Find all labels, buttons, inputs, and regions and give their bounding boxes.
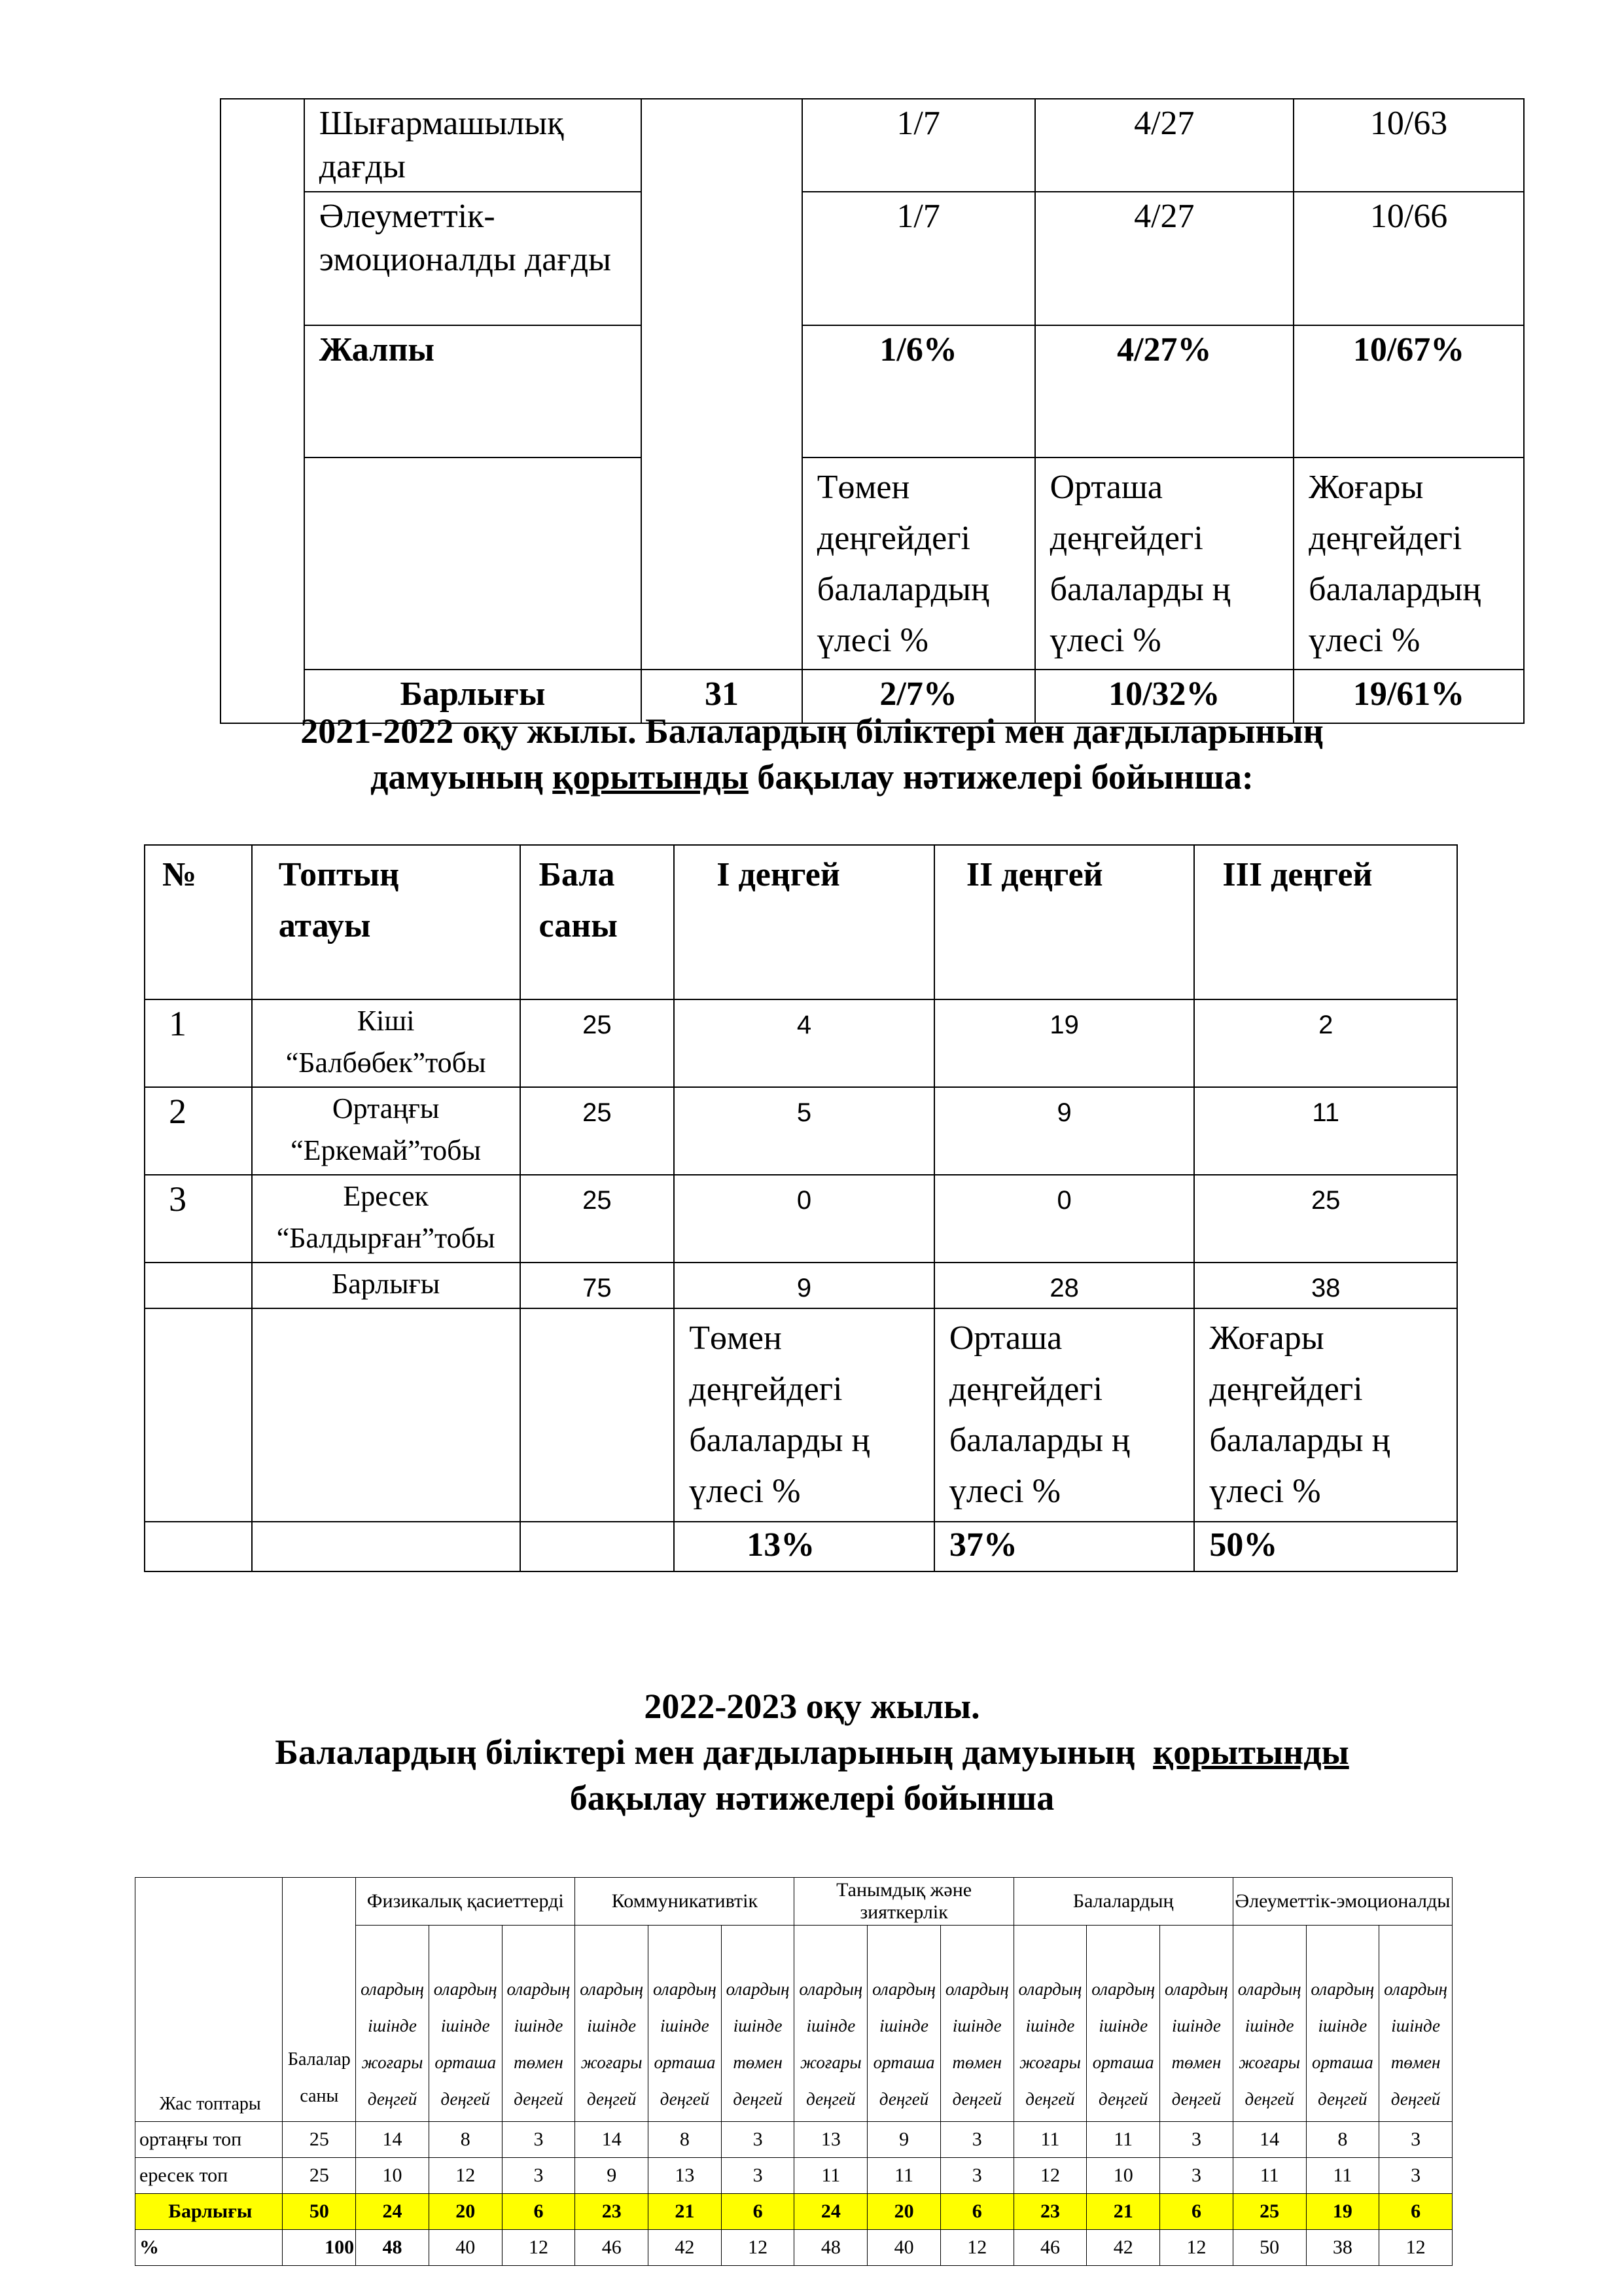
row-count: 100 (283, 2230, 356, 2266)
total-mid: 10/32% (1035, 670, 1294, 723)
row-number: 3 (145, 1175, 252, 1263)
group-name (252, 999, 520, 1087)
level-2-value: 9 (934, 1087, 1195, 1175)
row-count: 25 (283, 2122, 356, 2158)
header-level-3: ІІІ деңгей (1194, 845, 1457, 999)
header-age-groups: Жас топтары (135, 1878, 283, 2122)
row-value: 14 (1233, 2122, 1306, 2158)
high-value: 10/67% (1294, 325, 1524, 457)
empty-cell (145, 1308, 252, 1522)
results-table-2022 (135, 1877, 1453, 2266)
heading-underlined-text: қорытынды (552, 757, 749, 797)
heading-underlined-text: қорытынды (1153, 1732, 1349, 1772)
row-value: 10 (356, 2158, 429, 2194)
row-senior-group (135, 2158, 1453, 2194)
row-value: 3 (502, 2158, 575, 2194)
row-value: 12 (940, 2230, 1014, 2266)
heading-line (0, 754, 1624, 800)
child-count: 25 (520, 1175, 675, 1263)
row-value: 20 (868, 2194, 941, 2230)
heading-line: 2022-2023 оқу жылы. (644, 1687, 980, 1726)
total-count: 75 (520, 1263, 675, 1308)
row-value: 11 (1306, 2158, 1379, 2194)
row-value: 42 (648, 2230, 722, 2266)
level-1-value: 5 (674, 1087, 934, 1175)
header-level-1: І деңгей (674, 845, 934, 999)
level-3-value: 25 (1194, 1175, 1457, 1263)
low-level-label: Төмен деңгейдегі балалардың үлесі % (802, 457, 1035, 670)
row-value: 46 (575, 2230, 648, 2266)
skill-label: Шығармашылық дағды (304, 99, 642, 192)
heading-line: 2021-2022 оқу жылы. Балалардың біліктері мен дағдыларының (300, 711, 1324, 751)
section-communicative: Коммуникативтік (575, 1878, 794, 1926)
heading-text: бақылау нәтижелері бойынша: (748, 757, 1254, 797)
row-value: 12 (1379, 2230, 1453, 2266)
row-value: 21 (648, 2194, 722, 2230)
empty-cell (145, 1263, 252, 1308)
mid-value: 4/27 (1035, 99, 1294, 192)
results-table-top (220, 98, 1525, 724)
heading-line (0, 1729, 1624, 1775)
row-label: % (135, 2230, 283, 2266)
row-value: 23 (1014, 2194, 1087, 2230)
row-total (135, 2194, 1453, 2230)
subheader-low-level: олардың ішінде төмен деңгей (1160, 1926, 1233, 2122)
row-value: 11 (794, 2158, 868, 2194)
row-value: 8 (1306, 2122, 1379, 2158)
row-count: 50 (283, 2194, 356, 2230)
header-group-name: Топтың атауы (252, 845, 520, 999)
row-value: 48 (794, 2230, 868, 2266)
row-value: 12 (502, 2230, 575, 2266)
subheader-low-level: олардың ішінде төмен деңгей (1379, 1926, 1453, 2122)
subheader-high-level: олардың ішінде жоғары деңгей (575, 1926, 648, 2122)
row-value: 3 (1160, 2158, 1233, 2194)
group-title: “Балдырған”тобы (276, 1222, 495, 1254)
subheader-high-level: олардың ішінде жоғары деңгей (356, 1926, 429, 2122)
group-age: Кіші (357, 1005, 415, 1037)
total-label: Барлығы (252, 1263, 520, 1308)
row-value: 46 (1014, 2230, 1087, 2266)
row-value: 3 (940, 2158, 1014, 2194)
group-title: “Балбөбек”тобы (285, 1047, 486, 1079)
group-age: Ересек (343, 1180, 429, 1212)
level-3-value: 2 (1194, 999, 1457, 1087)
high-level-label: Жоғары деңгейдегі балаларды ң үлесі % (1194, 1308, 1457, 1522)
row-value: 3 (721, 2158, 794, 2194)
mid-level-label: Орташа деңгейдегі балаларды ң үлесі % (934, 1308, 1195, 1522)
subheader-low-level: олардың ішінде төмен деңгей (502, 1926, 575, 2122)
heading-line: бақылау нәтижелері бойынша (569, 1778, 1055, 1818)
row-label: ересек топ (135, 2158, 283, 2194)
row-value: 10 (1087, 2158, 1160, 2194)
header-child-count: Бала саны (520, 845, 675, 999)
level-1-value: 0 (674, 1175, 934, 1263)
subheader-mid-level: олардың ішінде орташа деңгей (1306, 1926, 1379, 2122)
row-value: 38 (1306, 2230, 1379, 2266)
row-value: 11 (868, 2158, 941, 2194)
row-value: 3 (502, 2122, 575, 2158)
row-value: 6 (1160, 2194, 1233, 2230)
empty-cell (304, 457, 642, 670)
subheader-mid-level: олардың ішінде орташа деңгей (868, 1926, 941, 2122)
low-level-label: Төмен деңгейдегі балаларды ң үлесі % (674, 1308, 934, 1522)
empty-cell (520, 1522, 675, 1571)
section-physical: Физикалық қасиеттерді (356, 1878, 575, 1926)
row-value: 3 (940, 2122, 1014, 2158)
row-value: 24 (356, 2194, 429, 2230)
header-no: № (145, 845, 252, 999)
total-level-2: 28 (934, 1263, 1195, 1308)
row-value: 3 (1379, 2122, 1453, 2158)
overall-label: Жалпы (304, 325, 642, 457)
row-value: 42 (1087, 2230, 1160, 2266)
header-child-count: Балалар саны (283, 1878, 356, 2122)
row-value: 12 (429, 2158, 502, 2194)
row-value: 48 (356, 2230, 429, 2266)
section-heading-2021 (0, 708, 1624, 800)
row-value: 9 (575, 2158, 648, 2194)
child-count: 25 (520, 999, 675, 1087)
level-2-value: 19 (934, 999, 1195, 1087)
row-value: 25 (1233, 2194, 1306, 2230)
row-label: Барлығы (135, 2194, 283, 2230)
row-value: 8 (429, 2122, 502, 2158)
subheader-mid-level: олардың ішінде орташа деңгей (648, 1926, 722, 2122)
low-value: 1/6% (802, 325, 1035, 457)
row-value: 8 (648, 2122, 722, 2158)
child-count: 25 (520, 1087, 675, 1175)
total-high: 19/61% (1294, 670, 1524, 723)
heading-text: дамуының (370, 757, 553, 797)
row-value: 24 (794, 2194, 868, 2230)
subheader-high-level: олардың ішінде жоғары деңгей (794, 1926, 868, 2122)
row-value: 19 (1306, 2194, 1379, 2230)
subheader-mid-level: олардың ішінде орташа деңгей (1087, 1926, 1160, 2122)
row-percent (135, 2230, 1453, 2266)
row-value: 13 (794, 2122, 868, 2158)
low-value: 1/7 (802, 192, 1035, 325)
row-value: 3 (721, 2122, 794, 2158)
row-value: 20 (429, 2194, 502, 2230)
section-cognitive: Танымдық және зияткерлік (794, 1878, 1014, 1926)
row-value: 6 (1379, 2194, 1453, 2230)
header-level-2: ІІ деңгей (934, 845, 1195, 999)
mid-level-label: Орташа деңгейдегі балаларды ң үлесі % (1035, 457, 1294, 670)
high-level-label: Жоғары деңгейдегі балалардың үлесі % (1294, 457, 1524, 670)
subheader-mid-level: олардың ішінде орташа деңгей (429, 1926, 502, 2122)
percent-level-1: 13% (674, 1522, 934, 1571)
row-value: 13 (648, 2158, 722, 2194)
row-number: 2 (145, 1087, 252, 1175)
level-3-value: 11 (1194, 1087, 1457, 1175)
empty-cell (641, 99, 802, 670)
row-value: 11 (1233, 2158, 1306, 2194)
group-name (252, 1175, 520, 1263)
row-middle-group (135, 2122, 1453, 2158)
empty-cell (221, 99, 304, 723)
row-value: 23 (575, 2194, 648, 2230)
percent-level-2: 37% (934, 1522, 1195, 1571)
empty-cell (252, 1522, 520, 1571)
subheader-low-level: олардың ішінде төмен деңгей (721, 1926, 794, 2122)
row-value: 6 (502, 2194, 575, 2230)
row-value: 11 (1087, 2122, 1160, 2158)
empty-cell (520, 1308, 675, 1522)
section-heading-2022 (0, 1683, 1624, 1821)
group-age: Ортаңғы (332, 1092, 440, 1124)
skill-label: Әлеуметтік-эмоционалды дағды (304, 192, 642, 325)
total-label: Барлығы (304, 670, 642, 723)
total-count: 31 (641, 670, 802, 723)
level-2-value: 0 (934, 1175, 1195, 1263)
row-value: 11 (1014, 2122, 1087, 2158)
group-title: “Еркемай”тобы (291, 1134, 482, 1166)
mid-value: 4/27% (1035, 325, 1294, 457)
row-value: 6 (721, 2194, 794, 2230)
row-value: 21 (1087, 2194, 1160, 2230)
row-value: 9 (868, 2122, 941, 2158)
subheader-high-level: олардың ішінде жоғары деңгей (1014, 1926, 1087, 2122)
high-value: 10/66 (1294, 192, 1524, 325)
row-value: 14 (575, 2122, 648, 2158)
row-value: 3 (1160, 2122, 1233, 2158)
empty-cell (252, 1308, 520, 1522)
row-value: 12 (1160, 2230, 1233, 2266)
row-value: 3 (1379, 2158, 1453, 2194)
row-value: 6 (940, 2194, 1014, 2230)
total-level-3: 38 (1194, 1263, 1457, 1308)
total-low: 2/7% (802, 670, 1035, 723)
level-1-value: 4 (674, 999, 934, 1087)
row-value: 40 (429, 2230, 502, 2266)
empty-cell (145, 1522, 252, 1571)
percent-level-3: 50% (1194, 1522, 1457, 1571)
subheader-low-level: олардың ішінде төмен деңгей (940, 1926, 1014, 2122)
subheader-high-level: олардың ішінде жоғары деңгей (1233, 1926, 1306, 2122)
row-value: 12 (721, 2230, 794, 2266)
row-count: 25 (283, 2158, 356, 2194)
total-level-1: 9 (674, 1263, 934, 1308)
row-value: 14 (356, 2122, 429, 2158)
group-name (252, 1087, 520, 1175)
section-social-emotional: Әлеуметтік-эмоционалды (1233, 1878, 1452, 1926)
mid-value: 4/27 (1035, 192, 1294, 325)
row-value: 50 (1233, 2230, 1306, 2266)
row-value: 12 (1014, 2158, 1087, 2194)
row-value: 40 (868, 2230, 941, 2266)
row-label: ортаңғы топ (135, 2122, 283, 2158)
results-table-2021 (144, 844, 1458, 1572)
section-children: Балалардың (1014, 1878, 1233, 1926)
high-value: 10/63 (1294, 99, 1524, 192)
low-value: 1/7 (802, 99, 1035, 192)
row-number: 1 (145, 999, 252, 1087)
heading-text: Балалардың біліктері мен дағдыларының дамуының (275, 1732, 1154, 1772)
